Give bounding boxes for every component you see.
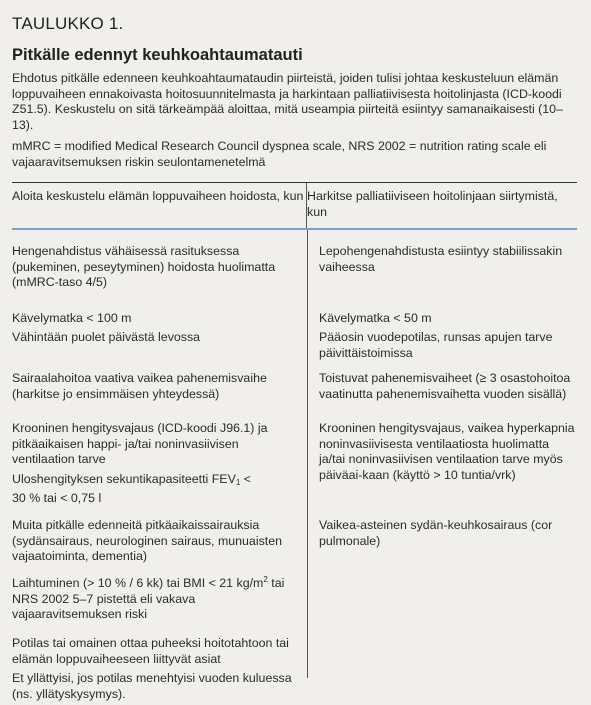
table-row [12, 368, 577, 421]
left-cell: Sairaalahoitoa vaativa vaikea pahenemisvaihe (harkitse jo ensimmäisen yhteydessä) [12, 371, 267, 401]
abbreviations-text: mMRC = modified Medical Research Council dyspnea scale, NRS 2002 = nutrition rating scale eli vajaaravitsemuksen riskin seulontamenetelmä [12, 139, 547, 169]
header-right: Harkitse palliatiiviseen hoitolinjaan siirtymistä, kun [307, 189, 558, 219]
table-row [12, 671, 577, 705]
right-cell: Vaikea-asteinen sydän-keuhkosairaus (cor pulmonale) [319, 518, 553, 548]
table-row [12, 636, 577, 671]
right-cell: Toistuvat pahenemisvaiheet (≥ 3 osastohoitoa vaatinutta pahenemisvaihetta vuoden sisällä) [319, 371, 571, 401]
table-row [12, 330, 577, 368]
left-cell: Potilas tai omainen ottaa puheeksi hoitotahtoon tai elämän loppuvaiheeseen liittyvät asiat [12, 636, 289, 666]
left-cell: Krooninen hengitysvajaus (ICD-koodi J96.1) ja pitkäaikaisen happi- ja/tai noninvasiivisen ventilaation tarve [12, 421, 268, 466]
left-cell: Uloshengityksen sekuntikapasiteetti $FEV_1 < 30$ % tai < 0,75 l [12, 472, 251, 505]
table-row [12, 576, 577, 636]
left-cell: Muita pitkälle edenneitä pitkäaikaissairauksia (sydänsairaus, neurologinen sairaus, munuaisten vajaatoiminta, dementia) [12, 518, 282, 563]
right-cell: Kävelymatka < 50 m [319, 311, 432, 325]
criteria-table [12, 182, 577, 705]
table-row [12, 514, 577, 576]
table-title: Pitkälle edennyt keuhkoahtaumatauti [12, 46, 303, 64]
right-cell: Lepohengenahdistusta esiintyy stabiilissakin vaiheessa [319, 244, 563, 274]
table-label: TAULUKKO 1. [12, 14, 124, 33]
table-row [12, 230, 577, 311]
left-cell: Laihtuminen (> 10 % / 6 kk) tai BMI < 21 $kg/m^2$ tai NRS 2002 5–7 pistettä eli vakava vajaaravitsemuksen riski [12, 575, 285, 621]
table-row [12, 421, 577, 482]
left-cell: Vähintään puolet päivästä levossa [12, 330, 201, 344]
left-cell: Hengenahdistus vähäisessä rasituksessa (pukeminen, peseytyminen) hoidosta huolimatta (mMRC-taso 4/5) [12, 244, 276, 289]
table-row [12, 311, 577, 330]
table-body [12, 230, 577, 705]
right-cell: Pääosin vuodepotilas, runsas apujen tarve päivittäistoimissa [319, 330, 553, 360]
left-cell: Kävelymatka < 100 m [12, 311, 132, 325]
right-cell: Krooninen hengitysvajaus, vaikea hyperkapnia noninvasiivisesta ventilaatiosta huolimatta ja/tai noninvasiivisen ventilaation tarve myös päiväai-kaan (käyttö > 10 tuntia/vrk) [319, 421, 575, 482]
intro-text: Ehdotus pitkälle edenneen keuhkoahtaumataudin piirteistä, joiden tulisi johtaa keskusteluun elämän loppuvaiheen ennakoivasta hoitosuunnitelmasta ja harkintaan palliatiivisesta hoitolinjasta (ICD-koodi Z51.5). Keskustelu on sitä tärkeämpää aloittaa, mitä useampia piirteitä esiintyy samanaikaisesti (10–13). [12, 71, 563, 132]
header-left: Aloita keskustelu elämän loppuvaiheen hoidosta, kun [12, 183, 307, 228]
table-row [12, 472, 577, 514]
left-cell: Et yllättyisi, jos potilas menehtyisi vuoden kuluessa (ns. yllätyskysymys). [12, 671, 292, 701]
table-header [12, 182, 577, 230]
